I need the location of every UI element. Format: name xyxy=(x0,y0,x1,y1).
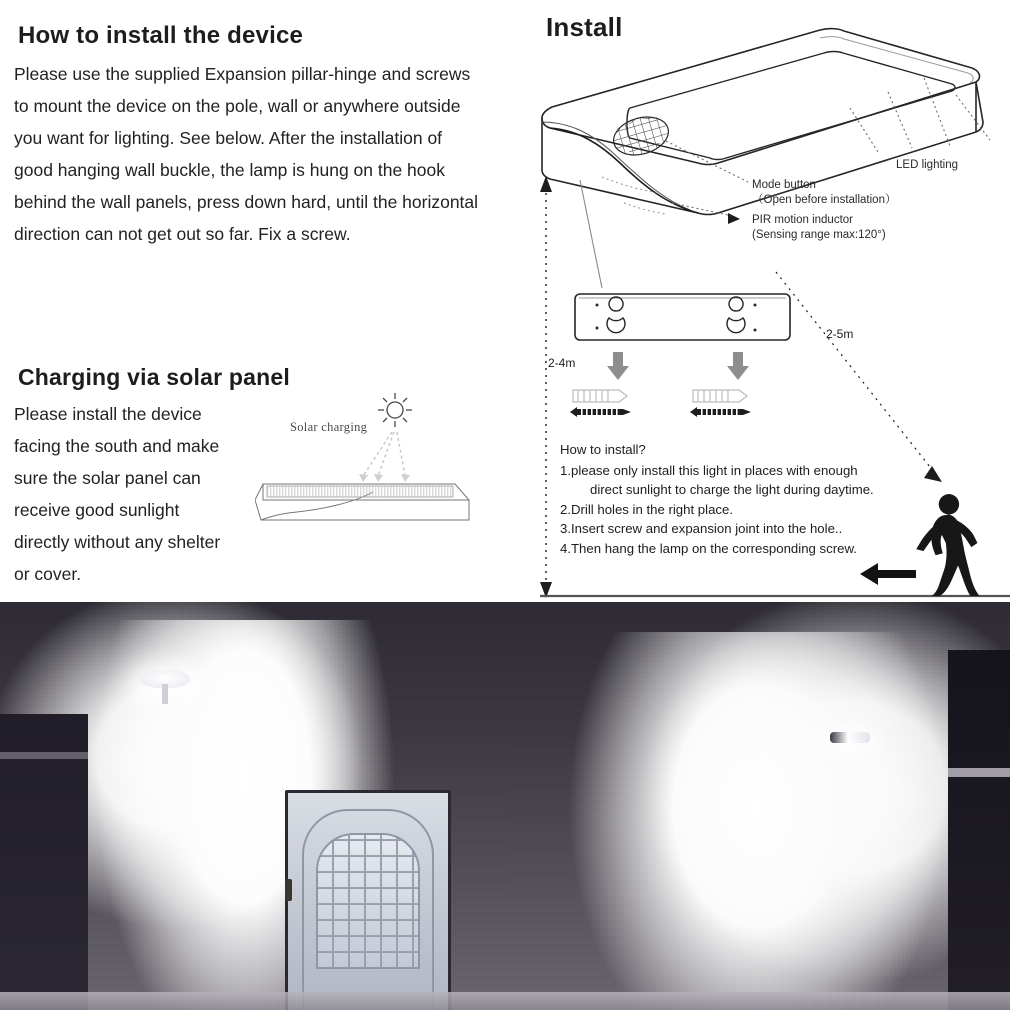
install-diagram-column xyxy=(520,0,1010,602)
install-heading: Install xyxy=(546,12,623,42)
solar-panel-window xyxy=(627,52,955,160)
charging-heading: Charging via solar panel xyxy=(18,364,290,390)
solar-cell-texture xyxy=(267,486,453,497)
solar-charging-label: Solar charging xyxy=(290,420,368,434)
how-to-install-question: How to install? xyxy=(560,442,646,457)
pir-inductor-callout xyxy=(752,213,886,243)
install-step: 4.Then hang the lamp on the corresponding screw. xyxy=(560,540,857,556)
sun-rays xyxy=(363,432,405,476)
pir-sensor-dome xyxy=(609,111,673,161)
screws xyxy=(570,407,751,417)
solar-charging-illustration xyxy=(255,388,505,528)
night-installation-photo xyxy=(0,602,1010,1010)
install-step: 1.please only install this light in places with enough xyxy=(560,462,858,478)
motion-direction-arrow xyxy=(860,563,916,585)
mounting-height-label: 2-4m xyxy=(548,356,576,370)
how-to-install-heading: How to install the device xyxy=(18,22,304,49)
mode-button-note: （Open before installation） xyxy=(752,194,897,206)
install-step: 2.Drill holes in the right place. xyxy=(560,501,733,517)
photo-grain-overlay xyxy=(0,602,1010,1010)
install-down-arrows xyxy=(607,352,749,380)
install-step: 3.Insert screw and expansion joint into the hole.. xyxy=(560,521,843,536)
install-steps-list xyxy=(560,461,960,559)
sun-ray-arrowheads xyxy=(359,474,410,482)
lamp-top-highlight xyxy=(820,37,973,83)
pir-note: (Sensing range max:120°) xyxy=(752,229,886,241)
sun-icon xyxy=(378,393,412,427)
mode-button-callout xyxy=(752,178,896,208)
mounting-height-measure xyxy=(540,176,552,598)
led-lighting-label: LED lighting xyxy=(896,159,959,171)
install-step-continuation: direct sunlight to charge the light during daytime. xyxy=(590,482,874,497)
pir-leader-arrow xyxy=(728,213,740,224)
how-to-install-paragraph: Please use the supplied Expansion pillar-hinge and screws to mount the device on the pole, wall or anywhere outside you want for lighting. See below. After the installation of good hanging wall buckle, the lamp is hung on the hook behind the wall panels, press down hard, until the horizontal direction can not get out so far. Fix a screw. xyxy=(14,64,479,244)
left-text-column xyxy=(0,0,520,600)
how-to-install-list xyxy=(560,440,960,558)
mode-button-label: Mode button xyxy=(752,179,816,191)
sensing-distance-label: 2-5m xyxy=(826,327,854,341)
solar-panel-drawing xyxy=(255,388,505,528)
bracket-leader-line xyxy=(580,180,602,288)
charging-paragraph: Please install the device facing the south and make sure the solar panel can receive good sunlight directly without any shelter or cover. xyxy=(14,404,221,584)
lamp-front-edge xyxy=(550,128,698,213)
expansion-anchors xyxy=(573,390,747,402)
mounting-bracket xyxy=(575,294,790,340)
pir-label: PIR motion inductor xyxy=(752,214,853,226)
